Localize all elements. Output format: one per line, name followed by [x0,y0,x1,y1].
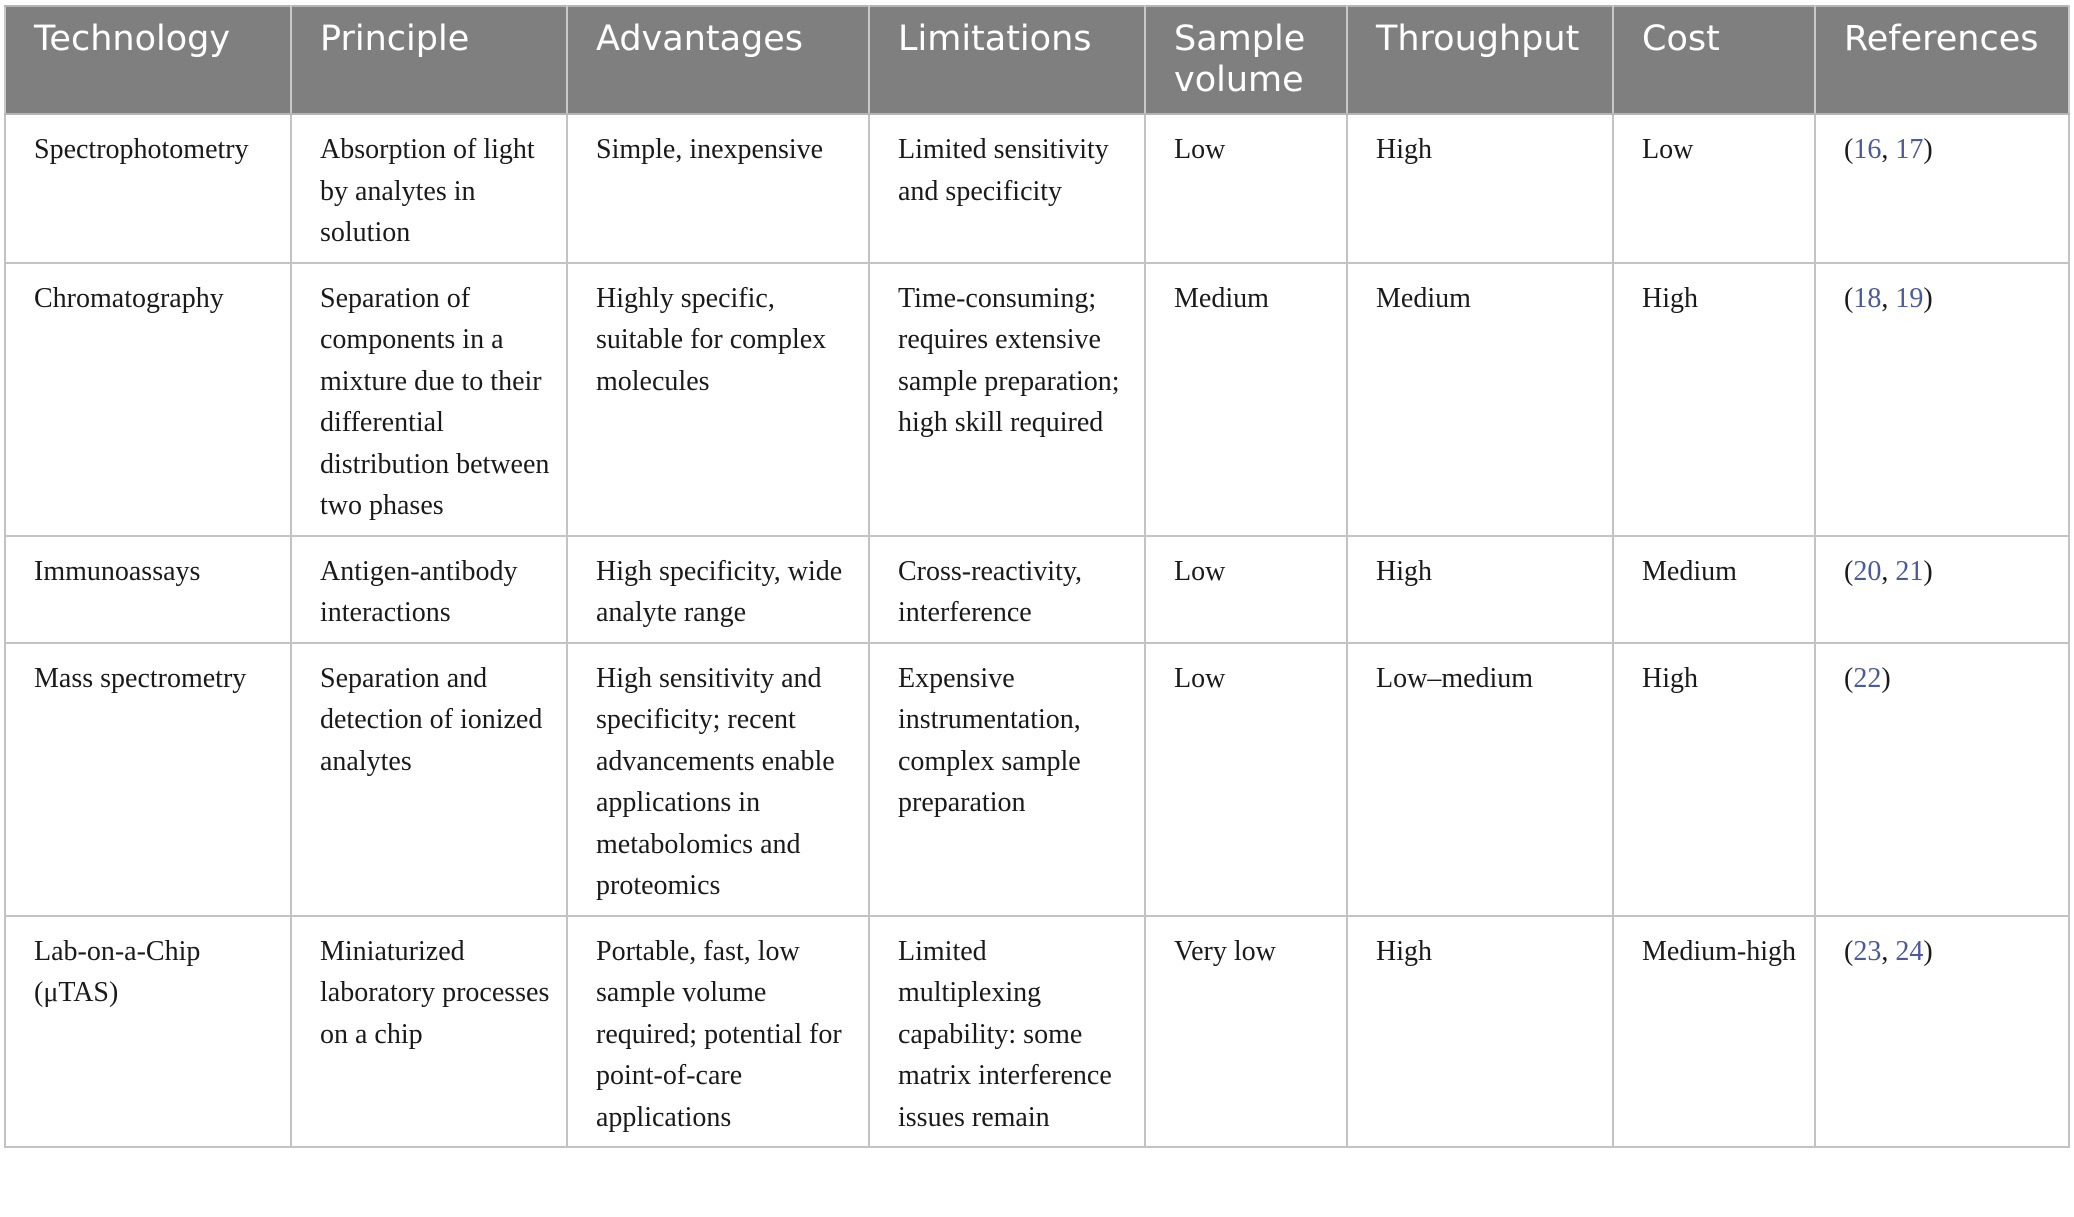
cell-technology: Lab-on-a-Chip (μTAS) [5,916,291,1148]
cell-cost: High [1613,643,1815,916]
reference-link[interactable]: 22 [1853,662,1882,694]
cell-technology: Mass spectrometry [5,643,291,916]
cell-technology: Chromatography [5,263,291,536]
cell-advantages: High sensitivity and specificity; recent advancements enable applications in metabolomics and proteomics [567,643,869,916]
cell-advantages: High specificity, wide analyte range [567,536,869,643]
reference-link[interactable]: 23 [1853,935,1882,967]
cell-technology: Spectrophotometry [5,114,291,263]
table-body [5,114,2069,1147]
cell-cost: High [1613,263,1815,536]
header-advantages: Advantages [567,6,869,114]
cell-sample-volume: Medium [1145,263,1347,536]
cell-sample-volume: Very low [1145,916,1347,1148]
technology-comparison-table [4,5,2070,1148]
cell-principle: Antigen-antibody interactions [291,536,567,643]
cell-throughput: High [1347,536,1613,643]
cell-advantages: Simple, inexpensive [567,114,869,263]
reference-link[interactable]: 18 [1853,282,1882,314]
reference-link[interactable]: 16 [1853,134,1882,165]
table-row [5,536,2069,643]
cell-sample-volume: Low [1145,643,1347,916]
reference-link[interactable]: 21 [1895,555,1924,587]
cell-technology: Immunoassays [5,536,291,643]
cell-throughput: High [1347,916,1613,1148]
cell-principle: Miniaturized laboratory processes on a chip [291,916,567,1148]
table-row [5,916,2069,1148]
reference-link[interactable]: 24 [1895,935,1924,967]
cell-references: (18, 19) [1815,263,2069,536]
header-limitations: Limitations [869,6,1145,114]
reference-link[interactable]: 17 [1895,134,1924,165]
header-references: References [1815,6,2069,114]
header-throughput: Throughput [1347,6,1613,114]
cell-sample-volume: Low [1145,536,1347,643]
cell-cost: Medium [1613,536,1815,643]
cell-throughput: Low–medium [1347,643,1613,916]
cell-limitations: Limited multiplexing capability: some matrix interference issues remain [869,916,1145,1148]
header-cost: Cost [1613,6,1815,114]
cell-references: (16, 17) [1815,114,2069,263]
table-row [5,263,2069,536]
cell-sample-volume: Low [1145,114,1347,263]
cell-references: (20, 21) [1815,536,2069,643]
cell-references: (22) [1815,643,2069,916]
header-sample-volume: Sample volume [1145,6,1347,114]
cell-cost: Medium-high [1613,916,1815,1148]
cell-throughput: High [1347,114,1613,263]
header-row [5,6,2069,114]
table-row [5,643,2069,916]
cell-limitations: Limited sensitivity and specificity [869,114,1145,263]
cell-principle: Absorption of light by analytes in solution [291,114,567,263]
cell-advantages: Highly specific, suitable for complex molecules [567,263,869,536]
cell-throughput: Medium [1347,263,1613,536]
table-header [5,6,2069,114]
table-row [5,114,2069,263]
cell-cost: Low [1613,114,1815,263]
reference-link[interactable]: 19 [1895,282,1924,314]
cell-references: (23, 24) [1815,916,2069,1148]
cell-advantages: Portable, fast, low sample volume required; potential for point-of-care applications [567,916,869,1148]
cell-limitations: Expensive instrumentation, complex sample preparation [869,643,1145,916]
cell-limitations: Cross-reactivity, interference [869,536,1145,643]
header-technology: Technology [5,6,291,114]
header-principle: Principle [291,6,567,114]
comparison-table-container [4,5,2068,1148]
reference-link[interactable]: 20 [1853,555,1882,587]
cell-principle: Separation of components in a mixture due to their differential distribution between two phases [291,263,567,536]
cell-limitations: Time-consuming; requires extensive sample preparation; high skill required [869,263,1145,536]
cell-principle: Separation and detection of ionized analytes [291,643,567,916]
